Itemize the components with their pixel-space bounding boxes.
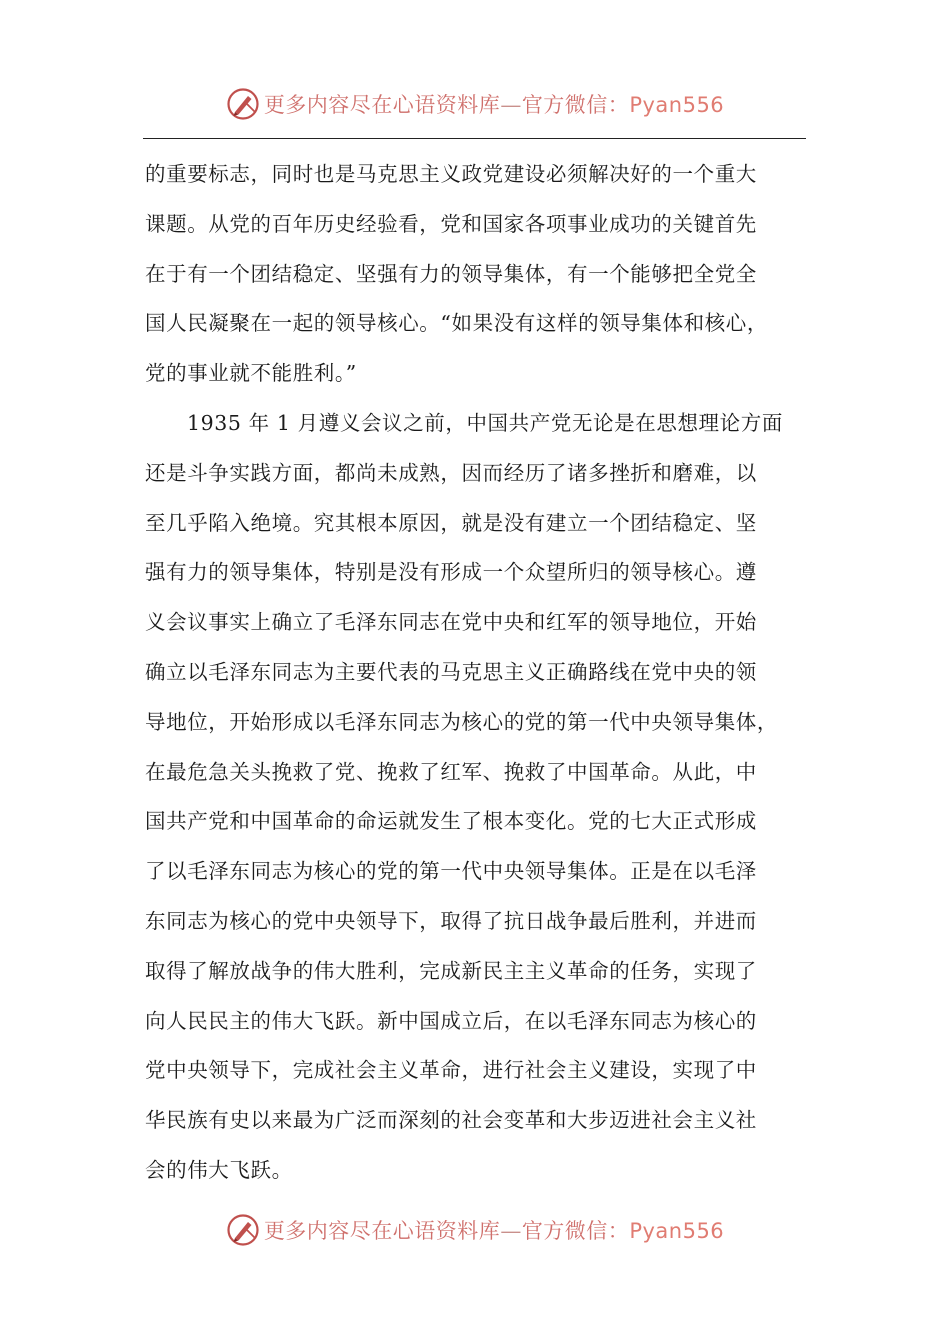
body-line-2: 课题。从党的百年历史经验看，党和国家各项事业成功的关键首先 xyxy=(145,211,757,236)
header-divider xyxy=(143,138,806,139)
body-line-18: 向人民民主的伟大飞跃。新中国成立后，在以毛泽东同志为核心的 xyxy=(145,1008,757,1033)
body-line-1: 的重要标志，同时也是马克思主义政党建设必须解决好的一个重大 xyxy=(145,162,757,186)
body-line-21: 会的伟大飞跃。 xyxy=(145,1157,293,1182)
header-banner xyxy=(0,84,950,124)
header-banner-text xyxy=(264,89,724,119)
body-line-10: 义会议事实上确立了毛泽东同志在党中央和红军的领导地位，开始 xyxy=(145,610,757,635)
footer-banner xyxy=(0,1210,950,1250)
body-line-14: 国共产党和中国革命的命运就发生了根本变化。党的七大正式形成 xyxy=(145,809,757,834)
body-line-13: 在最危急关头挽救了党、挽救了红军、挽救了中国革命。从此，中 xyxy=(145,759,757,784)
body-line-7: 还是斗争实践方面，都尚未成熟，因而经历了诸多挫折和磨难，以 xyxy=(145,460,757,485)
body-line-8: 至几乎陷入绝境。究其根本原因，就是没有建立一个团结稳定、坚 xyxy=(145,510,757,535)
body-line-15: 了以毛泽东同志为核心的党的第一代中央领导集体。正是在以毛泽 xyxy=(145,859,757,884)
footer-wechat-id: Pyan556 xyxy=(629,1219,725,1243)
header-banner-title: 更多内容尽在心语资料库 xyxy=(263,93,501,117)
footer-banner-title: 更多内容尽在心语资料库 xyxy=(263,1219,501,1243)
document-body xyxy=(145,150,805,1196)
footer-wechat-label: 官方微信： xyxy=(521,1219,630,1243)
pen-logo-icon xyxy=(226,87,260,121)
footer-banner-text xyxy=(264,1215,724,1245)
header-wechat-label: 官方微信： xyxy=(521,93,630,117)
body-line-5: 党的事业就不能胜利。” xyxy=(145,361,357,386)
body-line-3: 在于有一个团结稳定、坚强有力的领导集体，有一个能够把全党全 xyxy=(145,261,757,286)
footer-banner-separator: — xyxy=(500,1219,522,1243)
body-line-19: 党中央领导下，完成社会主义革命，进行社会主义建设，实现了中 xyxy=(145,1058,757,1083)
body-line-4: 国人民凝聚在一起的领导核心。“如果没有这样的领导集体和核心， xyxy=(145,311,768,336)
body-line-11: 确立以毛泽东同志为主要代表的马克思主义正确路线在党中央的领 xyxy=(145,659,757,684)
header-wechat-id: Pyan556 xyxy=(629,93,725,117)
body-line-20: 华民族有史以来最为广泛而深刻的社会变革和大步迈进社会主义社 xyxy=(145,1108,757,1133)
body-line-6: 1935 年 1 月遵义会议之前，中国共产党无论是在思想理论方面 xyxy=(187,410,783,435)
body-line-9: 强有力的领导集体，特别是没有形成一个众望所归的领导核心。遵 xyxy=(145,560,757,585)
header-banner-separator: — xyxy=(500,93,522,117)
body-line-16: 东同志为核心的党中央领导下，取得了抗日战争最后胜利，并进而 xyxy=(145,908,757,933)
body-line-17: 取得了解放战争的伟大胜利，完成新民主主义革命的任务，实现了 xyxy=(145,958,757,983)
body-line-12: 导地位，开始形成以毛泽东同志为核心的党的第一代中央领导集体， xyxy=(145,709,778,734)
pen-logo-icon xyxy=(226,1213,260,1247)
